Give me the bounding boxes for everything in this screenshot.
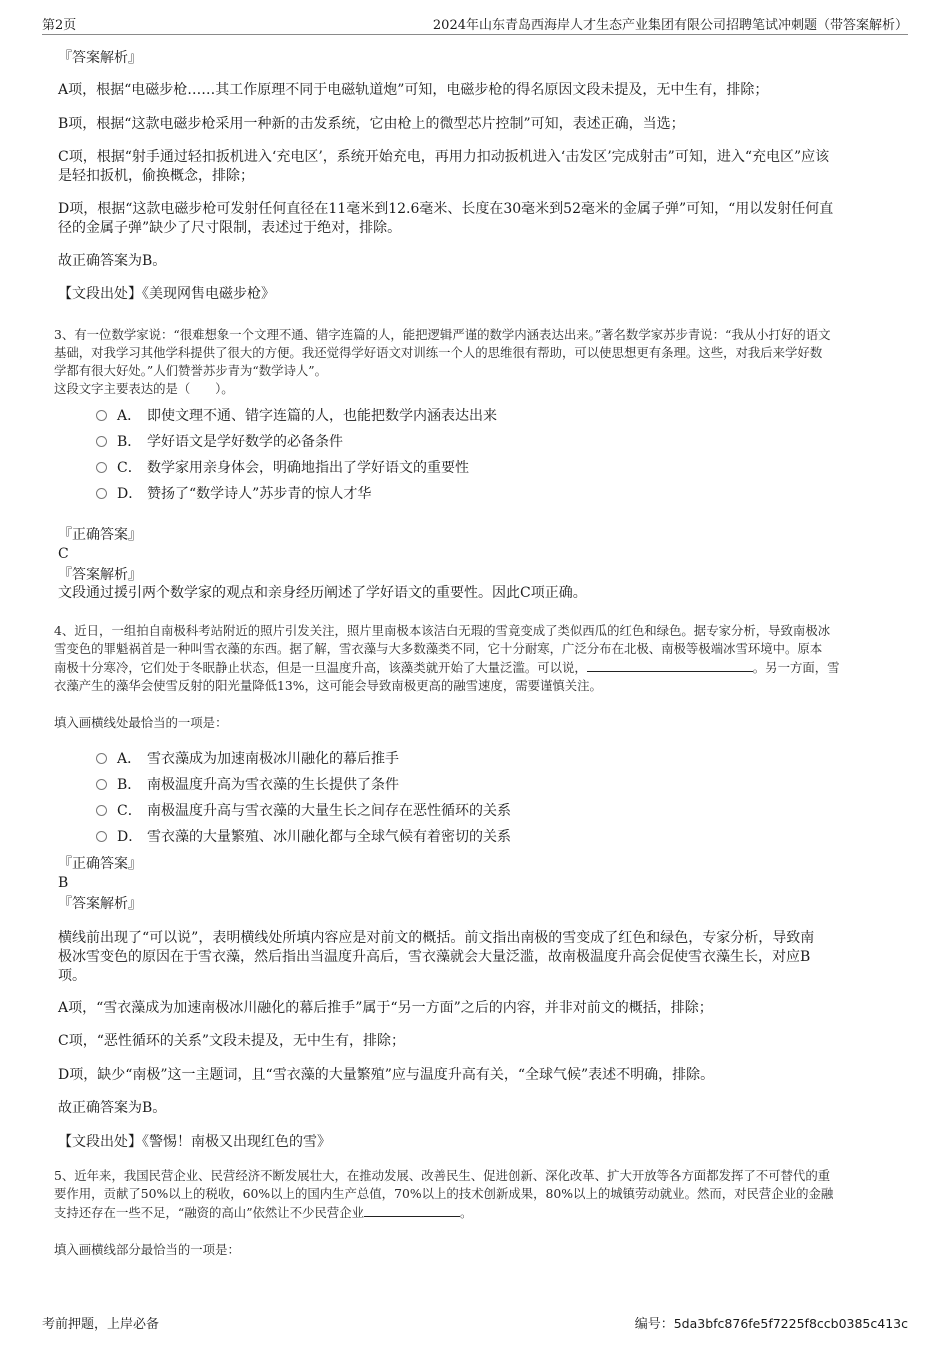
q3-line2: 基础，对我学习其他学科提供了很大的方便。我还觉得学好语文对训练一个人的思维很有帮助，可以使思想更有条理。这些，对我后来学好数: [54, 345, 823, 360]
q4-answer-label: 『正确答案』: [58, 856, 142, 872]
q3-line1: 3、有一位数学家说：“很难想象一个文理不通、错字连篇的人，能把逻辑严谨的数学内涵表达出来。”著名数学家苏步青说：“我从小打好的语文: [54, 327, 831, 342]
analysis-option-c-line1: C项，根据“射手通过轻扣扳机进入‘充电区’，系统开始充电，再用力扣动扳机进入‘击发区’完成射击”可知，进入“充电区”应该: [58, 149, 830, 165]
radio-icon[interactable]: [96, 805, 107, 816]
radio-icon[interactable]: [96, 410, 107, 421]
q4-option-d[interactable]: [96, 828, 896, 847]
q4-answer: B: [58, 875, 69, 891]
q4-analysis-line3: 项。: [58, 968, 86, 984]
analysis-option-d-line2: 径的金属子弹”缺少了尺寸限制，表述过于绝对，排除。: [58, 220, 402, 236]
q3-analysis-label: 『答案解析』: [58, 567, 142, 583]
radio-icon[interactable]: [96, 462, 107, 473]
q4-analysis-line1: 横线前出现了“可以说”，表明横线处所填内容应是对前文的概括。前文指出南极的雪变成了红色和绿色，专家分析，导致南: [58, 930, 815, 946]
code-label: 编号：: [634, 1317, 674, 1332]
q3-line3: 学都有很大好处。”人们赞誉苏步青为“数学诗人”。: [54, 363, 328, 378]
option-text: 南极温度升高为雪衣藻的生长提供了条件: [147, 777, 399, 793]
radio-icon[interactable]: [96, 488, 107, 499]
q3-answer-label: 『正确答案』: [58, 527, 142, 543]
page-number: 第2页: [42, 18, 77, 33]
q5-line1: 5、近年来，我国民营企业、民营经济不断发展壮大，在推动发展、改善民生、促进创新、深化改革、扩大开放等各方面都发挥了不可替代的重: [54, 1168, 831, 1183]
q3-line4: 这段文字主要表达的是（ ）。: [54, 381, 234, 396]
option-label: B．: [117, 777, 142, 793]
q4-line1: 4、近日，一组拍自南极科考站附近的照片引发关注，照片里南极本该洁白无瑕的雪竟变成了类似西瓜的红色和绿色。据专家分析，导致南极冰: [54, 623, 831, 638]
q4-analysis: [58, 929, 890, 986]
option-text: 赞扬了“数学诗人”苏步青的惊人才华: [147, 486, 372, 502]
analysis-option-a: A项，根据“电磁步枪……其工作原理不同于电磁轨道炮”可知，电磁步枪的得名原因文段未提及，无中生有，排除；: [58, 82, 769, 98]
analysis-option-c-line2: 是轻扣扳机，偷换概念，排除；: [58, 168, 254, 184]
q4-line3b: 。另一方面，雪: [752, 660, 840, 675]
code-value: 5da3bfc876fe5f7225f8ccb0385c413c: [673, 1316, 908, 1331]
q4-analysis-label: 『答案解析』: [58, 896, 142, 912]
q4-analysis-option-a: A项，“雪衣藻成为加速南极冰川融化的幕后推手”属于“另一方面”之后的内容，并非对前文的概括，排除；: [58, 1000, 713, 1016]
fill-in-blank: [364, 1203, 460, 1217]
q4-option-a[interactable]: [96, 750, 896, 769]
conclusion: 故正确答案为B。: [58, 253, 167, 269]
option-label: A．: [117, 751, 142, 767]
option-label: D．: [117, 486, 143, 502]
radio-icon[interactable]: [96, 436, 107, 447]
analysis-option-b: B项，根据“这款电磁步枪采用一种新的击发系统，它由枪上的微型芯片控制”可知，表述正确，当选；: [58, 116, 685, 132]
question-3-stem: [54, 326, 900, 398]
q4-analysis-line2: 极冰雪变色的原因在于雪衣藻，然后指出当温度升高后，雪衣藻就会大量泛滥，故南极温度升高会促使雪衣藻生长，对应B: [58, 949, 811, 965]
page-footer: [42, 1313, 908, 1331]
q4-prompt: 填入画横线处最恰当的一项是：: [54, 715, 228, 730]
q4-analysis-option-c: C项，“恶性循环的关系”文段未提及，无中生有，排除；: [58, 1033, 406, 1049]
analysis-option-d: [58, 200, 890, 238]
question-4-stem: [54, 622, 900, 695]
radio-icon[interactable]: [96, 753, 107, 764]
option-label: D．: [117, 829, 143, 845]
fill-in-blank: [587, 658, 753, 672]
q4-option-b[interactable]: [96, 776, 896, 795]
option-text: 雪衣藻成为加速南极冰川融化的幕后推手: [147, 751, 399, 767]
q5-line3a: 支持还存在一些不足，“融资的高山”依然让不少民营企业: [54, 1205, 365, 1220]
option-text: 即使文理不通、错字连篇的人，也能把数学内涵表达出来: [147, 408, 497, 424]
option-label: C．: [117, 803, 142, 819]
option-text: 数学家用亲身体会，明确地指出了学好语文的重要性: [147, 460, 469, 476]
q4-source-citation: 【文段出处】《警惕！南极又出现红色的雪》: [58, 1134, 331, 1150]
q4-line3a: 南极十分寒冷，它们处于冬眠静止状态，但是一旦温度升高，该藻类就开始了大量泛滥。可以说，: [54, 660, 587, 675]
q5-prompt: 填入画横线部分最恰当的一项是：: [54, 1242, 240, 1257]
q3-option-b[interactable]: [96, 433, 896, 452]
analysis-label: 『答案解析』: [58, 50, 142, 66]
option-label: A．: [117, 408, 142, 424]
document-code: [635, 1313, 908, 1332]
option-label: C．: [117, 460, 142, 476]
q4-line2: 雪变色的罪魁祸首是一种叫雪衣藻的东西。据了解，雪衣藻与大多数藻类不同，它十分耐寒，广泛分布在北极、南极等极端冰雪环境中。原本: [54, 641, 823, 656]
analysis-option-c: [58, 148, 890, 186]
document-title: 2024年山东青岛西海岸人才生态产业集团有限公司招聘笔试冲刺题（带答案解析）: [432, 18, 908, 33]
q4-analysis-option-d: D项，缺少“南极”这一主题词，且“雪衣藻的大量繁殖”应与温度升高有关，“全球气候”表述不明确，排除。: [58, 1067, 715, 1083]
q3-option-a[interactable]: [96, 407, 896, 426]
radio-icon[interactable]: [96, 831, 107, 842]
q3-analysis: 文段通过援引两个数学家的观点和亲身经历阐述了学好语文的重要性。因此C项正确。: [58, 585, 587, 601]
source-citation: 【文段出处】《美现网售电磁步枪》: [58, 286, 275, 302]
q3-option-c[interactable]: [96, 459, 896, 478]
footer-slogan: 考前押题，上岸必备: [42, 1317, 160, 1332]
q4-conclusion: 故正确答案为B。: [58, 1100, 167, 1116]
option-text: 雪衣藻的大量繁殖、冰川融化都与全球气候有着密切的关系: [147, 829, 511, 845]
q3-option-d[interactable]: [96, 485, 896, 504]
page-header: [42, 14, 908, 35]
q4-option-c[interactable]: [96, 802, 896, 821]
q5-line2: 要作用，贡献了50%以上的税收，60%以上的国内生产总值，70%以上的技术创新成果，80%以上的城镇劳动就业。然而，对民营企业的金融: [54, 1186, 834, 1201]
q3-answer: C: [58, 546, 69, 562]
q4-line4: 衣藻产生的藻华会使雪反射的阳光量降低13%，这可能会导致南极更高的融雪速度，需要谨慎关注。: [54, 678, 602, 693]
analysis-option-d-line1: D项，根据“这款电磁步枪可发射任何直径在11毫米到12.6毫米、长度在30毫米到52毫米的金属子弹”可知，“用以发射任何直: [58, 201, 834, 217]
option-text: 学好语文是学好数学的必备条件: [147, 434, 343, 450]
q5-line3b: 。: [460, 1205, 473, 1220]
radio-icon[interactable]: [96, 779, 107, 790]
option-text: 南极温度升高与雪衣藻的大量生长之间存在恶性循环的关系: [147, 803, 511, 819]
option-label: B．: [117, 434, 142, 450]
question-5-stem: [54, 1167, 900, 1222]
